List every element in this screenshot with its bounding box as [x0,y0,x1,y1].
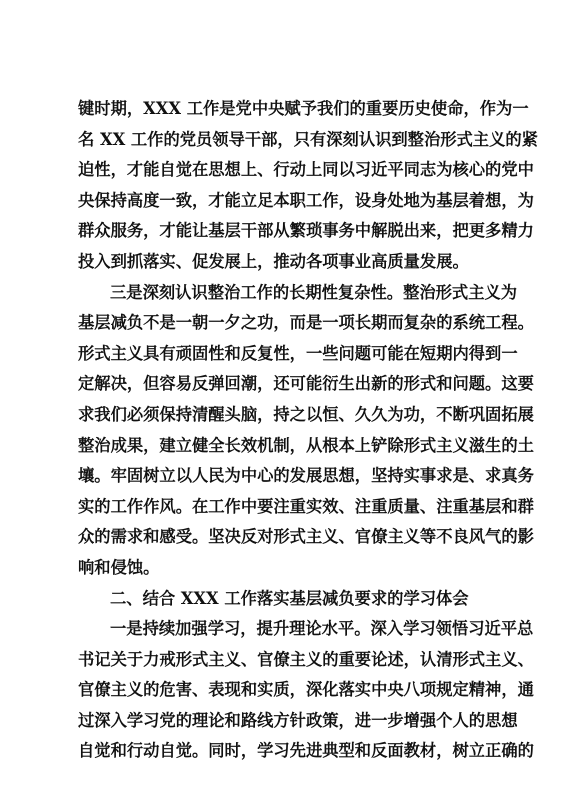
text-line: 众的需求和感受。坚决反对形式主义、官僚主义等不良风气的影 [78,527,534,547]
text-line: 一是持续加强学习，提升理论水平。深入学习领悟习近平总 [110,619,534,639]
text-line: 迫性，才能自觉在思想上、行动上同以习近平同志为核心的党中 [78,160,534,180]
text-line: 键时期，XXX 工作是党中央赋予我们的重要历史使命，作为一 [78,99,529,118]
text-line: 官僚主义的危害、表现和实质，深化落实中央八项规定精神，通 [78,680,534,700]
text-line: 形式主义具有顽固性和反复性，一些问题可能在短期内得到一 [78,343,518,363]
text-line: 名 XX 工作的党员领导干部，只有深刻认识到整治形式主义的紧 [78,129,538,149]
text-line: 央保持高度一致，才能立足本职工作，设身处地为基层着想，为 [78,190,534,210]
text-line: 书记关于力戒形式主义、官僚主义的重要论述，认清形式主义、 [78,649,534,669]
text-line: 整治成果，建立健全长效机制，从根本上铲除形式主义滋生的土 [78,435,534,455]
text-line: 过深入学习党的理论和路线方针政策，进一步增强个人的思想 [78,710,518,730]
text-line: 定解决，但容易反弹回潮，还可能衍生出新的形式和问题。这要 [78,374,534,394]
text-line: 实的工作作风。在工作中要注重实效、注重质量、注重基层和群 [78,496,534,516]
text-line: 求我们必须保持清醒头脑，持之以恒、久久为功，不断巩固拓展 [78,404,534,424]
text-line: 壤。牢固树立以人民为中心的发展思想，坚持实事求是、求真务 [78,466,534,486]
text-line: 群众服务，才能让基层干部从繁琐事务中解脱出来，把更多精力 [78,221,534,241]
text-line: 响和侵蚀。 [78,557,160,577]
document-body [78,94,538,767]
text-line: 投入到抓落实、促发展上，推动各项事业高质量发展。 [78,251,469,271]
text-line: 三是深刻认识整治工作的长期性复杂性。整治形式主义为 [110,282,518,302]
text-line: 基层减负不是一朝一夕之功，而是一项长期而复杂的系统工程。 [78,313,534,333]
text-line: 自觉和行动自觉。同时，学习先进典型和反面教材，树立正确的 [78,741,534,761]
text-line: 二、结合 XXX 工作落实基层减负要求的学习体会 [110,588,469,608]
